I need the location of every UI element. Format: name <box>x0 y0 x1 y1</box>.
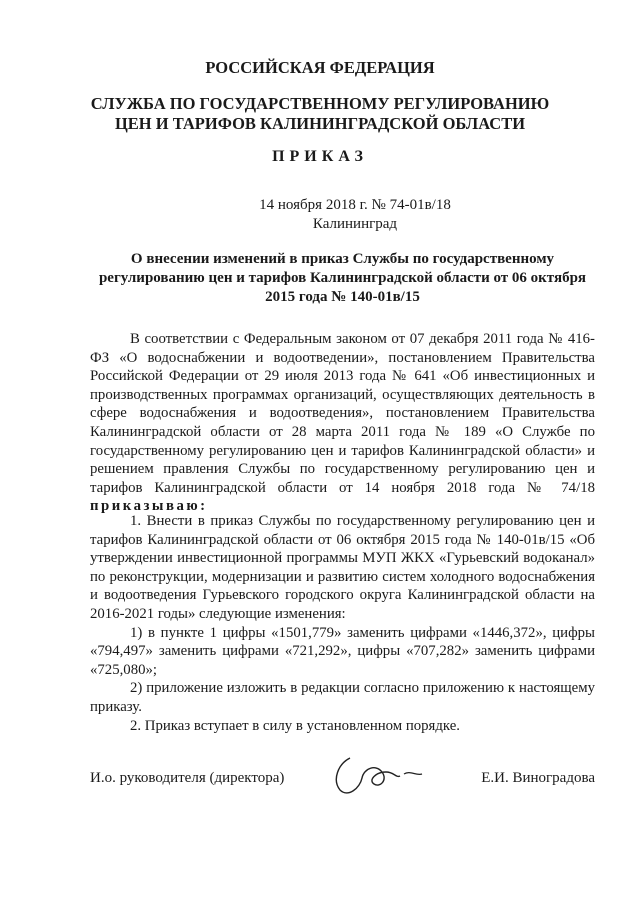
handwritten-signature <box>330 750 440 800</box>
agency-heading-line2: ЦЕН И ТАРИФОВ КАЛИНИНГРАДСКОЙ ОБЛАСТИ <box>114 114 526 133</box>
document-type: ПРИКАЗ <box>272 148 368 165</box>
order-items <box>90 512 595 735</box>
city: Калининград <box>312 216 398 232</box>
country-heading: РОССИЙСКАЯ ФЕДЕРАЦИЯ <box>205 58 435 77</box>
item-1: 1. Внести в приказ Службы по государственному регулированию цен и тарифов Калининградской области от 06 октября 2015 года № 140-01в/15 «Об утверждении инвестиционной программы МУП ЖКХ «Гурьевский водоканал» по реконструкции, модернизации и развитию систем холодного водоснабжения и водоотведения Гурьевского городского округа Калининградской области на 2016-2021 годы» следующие изменения: <box>90 513 595 622</box>
agency-heading-line1: СЛУЖБА ПО ГОСУДАРСТВЕННОМУ РЕГУЛИРОВАНИЮ <box>90 94 550 113</box>
item-1-sub-1: 1) в пункте 1 цифры «1501,779» заменить цифрами «1446,372», цифры «794,497» заменить цифрами «721,292», цифры «707,282» заменить цифрами «725,080»; <box>90 624 595 678</box>
preamble-text: В соответствии с Федеральным законом от 07 декабря 2011 года № 416-ФЗ «О водоснабжении и водоотведении», постановлением Правительства Российской Федерации от 29 июля 2013 года № 641 «Об инвестиционных и производственных программах организаций, осуществляющих деятельность в сфере водоснабжения и водоотведения», постановлением Правительства Калининградской области от 28 марта 2011 года № 189 «О Службе по государственному регулированию цен и тарифов Калининградской области» и решением правления Службы по государственному регулированию цен и тарифов Калининградской области от 14 ноября 2018 года № 74/18 <box>90 331 595 496</box>
item-1-sub-2: 2) приложение изложить в редакции согласно приложению к настоящему приказу. <box>90 680 595 715</box>
document-subject: О внесении изменений в приказ Службы по государственному регулированию цен и тарифов Калининградской области от 06 октября 2015 года № 140-01в/15 <box>98 251 587 305</box>
signatory-name: Е.И. Виноградова <box>481 770 595 786</box>
preamble-paragraph <box>90 330 595 516</box>
order-word: приказываю: <box>90 498 208 515</box>
signatory-title: И.о. руководителя (директора) <box>90 770 285 786</box>
item-2: 2. Приказ вступает в силу в установленном порядке. <box>130 717 460 734</box>
signature-block <box>90 770 595 830</box>
date-number: 14 ноября 2018 г. № 74-01в/18 <box>259 197 451 213</box>
